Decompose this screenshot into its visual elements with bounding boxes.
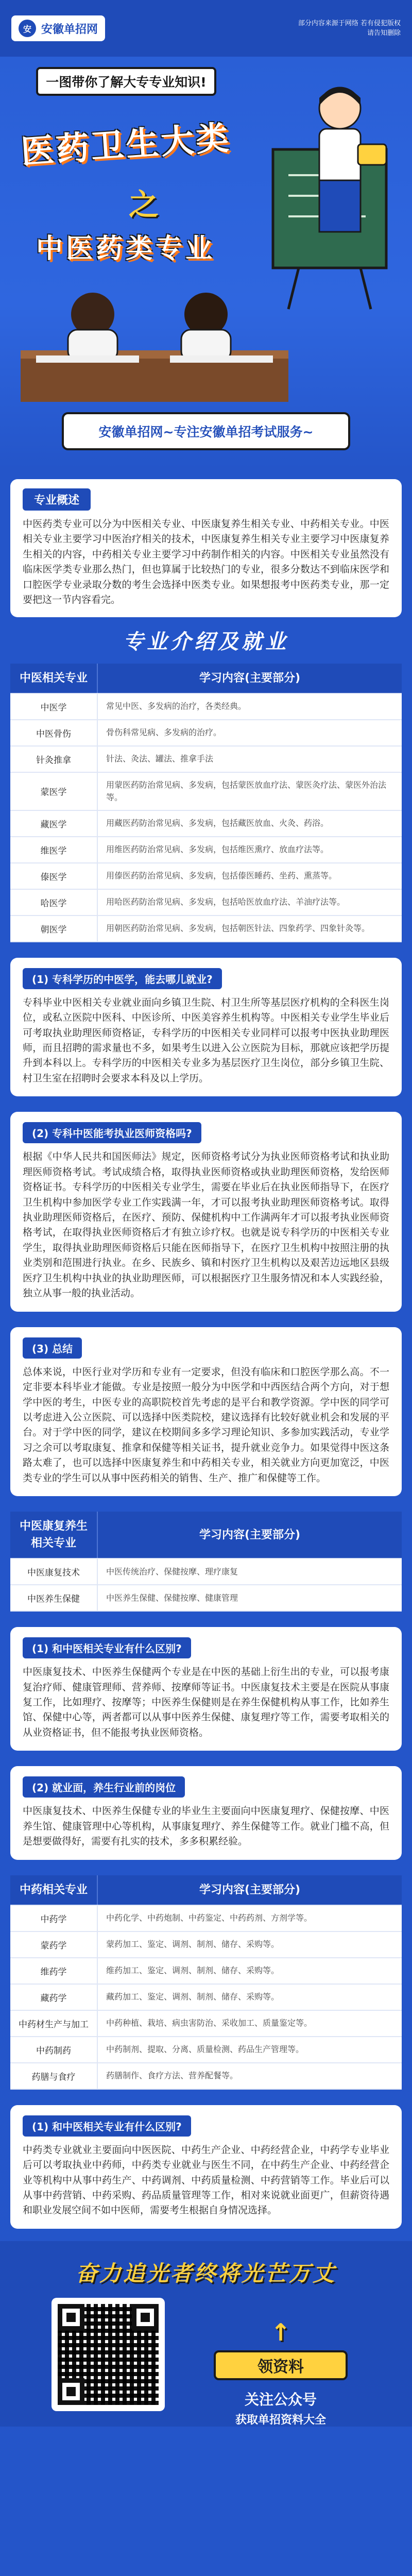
major-content: 中医传统治疗、保健按摩、理疗康复 [106,1566,238,1577]
students-illustration [21,278,288,402]
table-header-content: 学习内容(主要部分) [199,1883,301,1896]
major-content: 骨伤科常见病、多发病的治疗。 [106,727,222,738]
major-content: 用傣医药防治常见病、多发病，包括傣医睡药、坐药、熏蒸等。 [106,871,337,881]
faq-question: (1) 和中医相关专业有什么区别? [23,1637,191,1658]
major-content: 中药化学、中药炮制、中药鉴定、中药药剂、方剂学等。 [106,1913,313,1923]
brand-logo[interactable] [11,15,105,41]
table-row [10,694,402,720]
table-rehab-majors [10,1512,402,1612]
major-name: 维药学 [10,1958,98,1984]
table-header-content: 学习内容(主要部分) [199,671,301,685]
faq-answer: 专科毕业中医相关专业就业面向乡镇卫生院、村卫生所等基层医疗机构的全科医生岗位，或私立医院中医科、中医诊所、中医美容养生机构等。中医相关专业学生毕业后可考取执业助理医师资格证，专科学历的中医相关专业同样可以报考中医执业助理医师，而且招聘的需求量也不多，如果考生以进入公立医院为目标，那就应该把学历提升到本科以上。专科学历的中医相关专业多为基层医疗卫生岗位，部分乡镇卫生院、村卫生室在招聘时会要求本科及以上学历。 [23,996,389,1084]
arrow-up-icon: ↑ [270,2318,291,2346]
major-content: 藏药加工、鉴定、调剂、制剂、储存、采购等。 [106,1992,280,2002]
major-content: 中药制剂、提取、分离、质量检测、药品生产管理等。 [106,2044,304,2055]
table-row [10,2063,402,2090]
logo-mark-icon: 安 [19,20,36,37]
table-row [10,1559,402,1585]
major-content: 中医养生保健、保健按摩、健康管理 [106,1592,238,1603]
section-title-intro: 专业介绍及就业 [123,630,289,654]
table-header-major: 中医相关专业 [10,664,98,693]
table-row [10,890,402,916]
faq-answer: 中医康复技术、中医养生保健专业的毕业生主要面向中医康复理疗、保健按摩、中医养生馆、健康管理中心等机构，从事康复理疗、养生保健等工作。就业门槛不高，但是想要做得好，需要有扎实的技术，多多积累经验。 [23,1805,389,1848]
footer-cta [196,2318,366,2427]
faq-answer: 根据《中华人民共和国医师法》规定，医师资格考试分为执业医师资格考试和执业助理医师资格考试。考试成绩合格，取得执业医师资格或执业助理医师资格，发给医师资格证书。专科学历的中医相关专业学生，需要在毕业后在执业医师指导下，在医疗卫生机构中参加医学专业工作实践满一年，才可以报考执业助理医师资格考试。取得执业助理医师资格后，在医疗、预防、保健机构中工作满两年才可以报考执业医师资格考试，在取得执业医师资格后才有独立诊疗权。也就是说专科学历的中医相关专业学生，取得执业助理医师资格后只能在医师指导下，在医疗卫生机构中按照注册的执业类别和范围进行执业。在乡、民族乡、镇和村医疗卫生机构以及艰苦边远地区县级医疗卫生机构中执业的执业助理医师，可以根据医疗卫生服务情况和本人实践经验，独立从事一般的执业活动。 [23,1151,389,1299]
major-content: 常见中医、多发病的治疗，各类经典。 [106,701,247,711]
faq-card [10,958,402,1097]
hero-slogan: 安徽单招网~专注安徽单招考试服务~ [62,412,350,450]
faq-answer: 中医康复技术、中医养生保健两个专业是在中医的基础上衍生出的专业，可以报考康复治疗师、健康管理师、营养师、按摩师等证书。中医康复技术主要是在医院从事康复工作，比如理疗、按摩等；中医养生保健则是在养生保健机构从事工作，比如养生馆、保健中心等，两者都可以从事中医养生保健、康复理疗等工作，需要考取相关的从业资格证书，但不能报考执业医师资格。 [23,1666,389,1738]
major-name: 哈医学 [10,890,98,915]
table-row [10,2011,402,2037]
faq-card [10,1766,402,1859]
major-name: 中医养生保健 [10,1585,98,1611]
table-row [10,811,402,837]
footer [0,2241,412,2427]
major-name: 藏药学 [10,1985,98,2010]
hero-tag: 一图带你了解大专专业知识! [36,67,216,96]
summary-heading: (3) 总结 [23,1337,82,1359]
qr-code-icon [58,2304,159,2405]
table-header [10,664,402,694]
table-header-content: 学习内容(主要部分) [199,1528,301,1541]
faq-card [10,1112,402,1311]
qr-finder-icon [58,2378,84,2405]
major-content: 用藏医药防治常见病、多发病，包括藏医放血、火灸、药浴。 [106,818,329,828]
top-bar [0,0,412,57]
table-row [10,837,402,863]
major-name: 中医学 [10,694,98,719]
materials-subtext: 获取单招资料大全 [235,2413,326,2427]
faq-answer: 中药类专业就业主要面向中医医院、中药生产企业、中药经营企业，中药学专业毕业后可以考取执业中药师，中药类专业就业与医生不同，在中药生产企业、中药经营企业等机构中从事中药生产、中药调剂、中药质量检测、中药营销等工作。毕业后可以从事中药营销、中药采购、药品质量管理等工作，相对来说就业面更广，但薪资待遇和职业发展空间不如中医师，需要考生根据自身情况选择。 [23,2144,389,2216]
major-name: 中药材生产与加工 [10,2011,98,2036]
major-content: 用蒙医药防治常见病、多发病，包括蒙医放血疗法、蒙医灸疗法、蒙医外治法等。 [106,779,387,802]
major-name: 朝医学 [10,916,98,941]
major-content: 针法、灸法、罐法、推拿手法 [106,754,214,764]
major-name: 蒙药学 [10,1932,98,1957]
major-content: 蒙药加工、鉴定、调剂、制剂、储存、采购等。 [106,1939,280,1950]
get-materials-button[interactable]: 领资料 [214,2350,348,2380]
hero-title-sub: 中医药类专业 [36,233,216,264]
hero-banner [0,57,412,469]
logo-text: 安徽单招网 [41,23,98,36]
major-name: 中医康复技术 [10,1559,98,1584]
table-row [10,773,402,811]
table-row [10,720,402,747]
faq-question: (2) 专科中医能考执业医师资格吗? [23,1122,201,1143]
table-row [10,1906,402,1932]
table-header-major: 中药相关专业 [10,1875,98,1905]
table-row [10,1985,402,2011]
footer-slogan: 奋力追光者终将光芒万丈 [75,2260,336,2286]
table-header [10,1875,402,1906]
hero-title-main: 医药卫生大类 [20,118,232,172]
qr-finder-icon [58,2304,84,2331]
major-name: 中医骨伤 [10,720,98,745]
summary-text: 总体来说，中医行业对学历和专业有一定要求，但没有临床和口腔医学那么高。不一定非要本科毕业才能做。专业是按照一般分为中医学和中西医结合两个方向，对于想学中医的考生，中医专业的高职院校首先考虑的是平台和教学资源。学中医的同学可以考虑进入公立医院、可以选择中医类院校，建议选择有比较好就业机会和发展的平台。对于学中医的同学，建议在校期间多多学习理论知识、多参加实践活动，专业学习之余可以考取康复、推拿和保健等相关证书，提升就业竞争力。如果觉得中医这条路太难了，也可以选择中医康复养生和中药相关专业，相关就业方向更加宽泛，中医类专业的学生可以从事中医药相关的销售、生产、推广和保健等工作。 [23,1366,389,1484]
major-name: 中药学 [10,1906,98,1931]
major-name: 蒙医学 [10,773,98,810]
major-content: 药膳制作、食疗方法、营养配餐等。 [106,2071,238,2081]
faq-question: (1) 专科学历的中医学，能去哪儿就业? [23,968,222,989]
hero-title-connector: 之 [129,187,159,222]
table-row [10,916,402,942]
major-name: 中药制药 [10,2037,98,2062]
major-name: 维医学 [10,837,98,862]
faq-card [10,2105,402,2229]
qr-code[interactable] [52,2298,165,2411]
overview-card [10,479,402,617]
follow-account-text: 关注公众号 [244,2391,317,2408]
major-name: 傣医学 [10,863,98,889]
table-header-major: 中医康复养生相关专业 [10,1512,98,1558]
major-name: 藏医学 [10,811,98,836]
table-row [10,1585,402,1612]
major-content: 用朝医药防治常见病、多发病，包括朝医针法、四象药学、四象针灸等。 [106,923,370,934]
major-name: 针灸推拿 [10,747,98,772]
table-row [10,1958,402,1985]
copyright-disclaimer: 部分内容来源于网络 若有侵犯版权 请告知删除 [298,19,401,37]
faq-question: (1) 和中医相关专业有什么区别? [23,2115,191,2137]
overview-text: 中医药类专业可以分为中医相关专业、中医康复养生相关专业、中药相关专业。中医相关专业主要学习中医治疗相关的技术，中医康复养生相关专业主要学习中医康复养生相关的内容，中药相关专业主要学习中药制作相关的内容。中医相关专业虽然没有临床医学类专业那么热门，但也算属于比较热门的专业，很多分数达不到临床医学和口腔医学专业录取分数的考生会选择中医类专业。如果想报考中医药类专业，那一定要把这一节内容看完。 [23,518,389,606]
table-herbal-majors [10,1875,402,2090]
qr-finder-icon [132,2304,159,2331]
major-content: 用哈医药防治常见病、多发病，包括哈医放血疗法、羊油疗法等。 [106,897,346,907]
summary-card [10,1327,402,1497]
major-content: 维药加工、鉴定、调剂、制剂、储存、采购等。 [106,1965,280,1976]
faq-card [10,1627,402,1751]
table-row [10,2037,402,2063]
overview-label: 专业概述 [23,488,91,511]
major-content: 用维医药防治常见病、多发病，包括维医熏疗、放血疗法等。 [106,844,329,855]
major-content: 中药种植、栽培、病虫害防治、采收加工、质量鉴定等。 [106,2018,313,2028]
major-name: 药膳与食疗 [10,2063,98,2089]
teacher-illustration [288,77,391,263]
table-row [10,1932,402,1958]
table-row [10,747,402,773]
table-tcm-majors [10,664,402,942]
faq-question: (2) 就业面，养生行业前的岗位 [23,1776,185,1798]
table-header [10,1512,402,1559]
table-row [10,863,402,890]
